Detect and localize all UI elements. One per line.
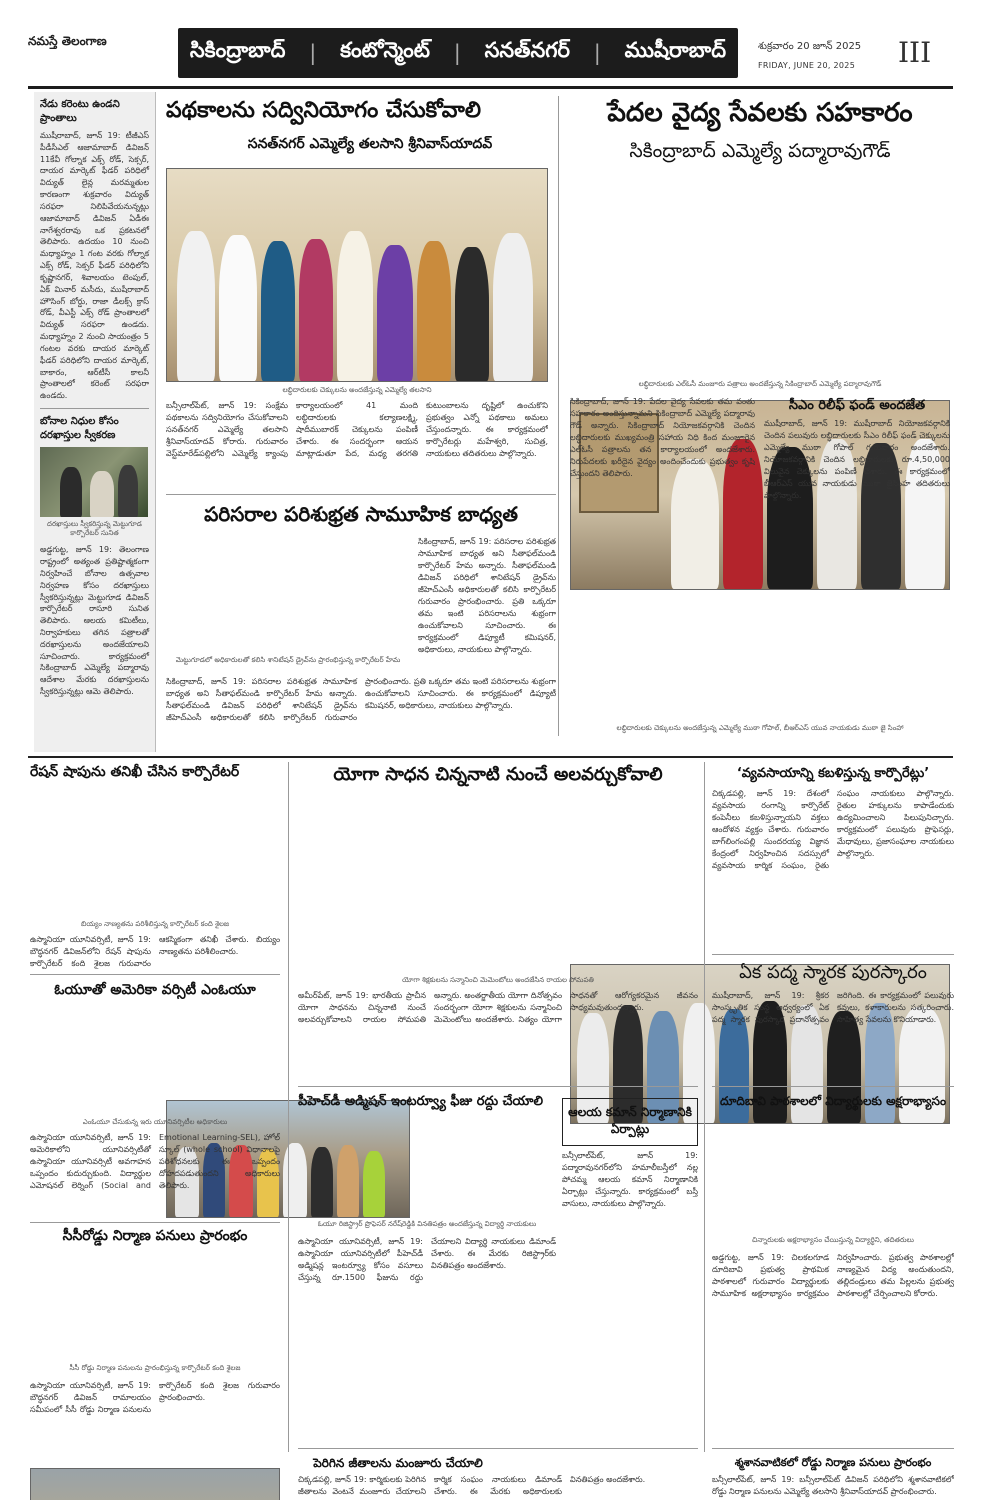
- date-english: FRIDAY, JUNE 20, 2025: [758, 61, 856, 70]
- story2-text: సికింద్రాబాద్, జూన్ 19: పేదల వైద్య సేవలకు తమ వంతు సహకారం అందిస్తున్నామని సికింద్రాబాద్ ఎమ్మెల్యే పద్మారావు గౌడ్ అన్నారు. సికింద్రాబాద్ నియోజకవర్గానికి చెందిన లబ్ధిదారులకు ముఖ్యమంత్రి సహాయ నిధి కింద మంజూరైన ఎల్‌ఓసీ పత్రాలను తన కార్యాలయంలో అందజేశారు. నిరుపేదలకు ఖరీదైన వైద్యం అందించేందుకు ప్రభుత్వం కృషి చేస్తుందని తెలిపారు.: [570, 397, 755, 478]
- section-band: [178, 28, 738, 78]
- story7-headline: సీసీరోడ్డు నిర్మాణ పనులు ప్రారంభం: [62, 1228, 248, 1244]
- story13-headline: దూదిబావి పాఠశాలలో విద్యార్థులకు అక్షరాభ్యాసం: [719, 1094, 947, 1108]
- story1-headline: పథకాలను సద్వినియోగం చేసుకోవాలి: [166, 98, 481, 123]
- section-cantonment: కంటోన్మెంట్: [340, 38, 431, 62]
- section-separator: [28, 756, 953, 758]
- section-rule: [30, 974, 280, 975]
- section-rule: [712, 1086, 954, 1087]
- story9-headline: పీహెచ్‌డీ అడ్మిషన్ ఇంటర్వ్యూ ఫీజు రద్దు చేయాలి: [298, 1094, 543, 1109]
- story9-text: ఉస్మానియా యూనివర్సిటీ, జూన్ 19: ఉస్మానియా యూనివర్సిటీలో పీహెచ్‌డీ అడ్మిషన్ల ఇంటర్వ్యూ కోసం వసూలు చేస్తున్న రూ.1500 ఫీజును రద్దు చేయాలని విద్యార్థి నాయకులు డిమాండ్ చేశారు. ఈ మేరకు రిజిస్ట్రార్‌కు వినతిపత్రం అందజేశారు.: [298, 1237, 556, 1282]
- story10-headline-box: [562, 1098, 698, 1146]
- story10-text: బన్సీలాల్‌పేట్, జూన్ 19: పద్మారావునగర్‌లోని హమాలీబస్తీలో నల్ల పోచమ్మ ఆలయ కమాన్ నిర్మాణానికి ఏర్పాట్లు చేస్తున్నారు. కార్యక్రమంలో బస్తీ వాసులు, నాయకులు పాల్గొన్నారు.: [562, 1151, 698, 1208]
- story9-caption: ఓయూ రిజిస్ట్రార్ ప్రొఫెసర్ నరేష్‌రెడ్డికి వినతిపత్రం అందజేస్తున్న విద్యార్థి నాయకులు: [317, 1220, 537, 1228]
- column-rule: [288, 762, 289, 1452]
- story1-caption: లబ్ధిదారులకు చెక్కులను అందజేస్తున్న ఎమ్మెల్యే తలసాని: [282, 386, 432, 394]
- section-secunderabad: సికింద్రాబాద్: [189, 38, 286, 62]
- story1-text: బన్సీలాల్‌పేట్, జూన్ 19: సంక్షేమ పథకాలను సద్వినియోగం చేసుకోవాలని సనత్‌నగర్ ఎమ్మెల్యే తలసాని శ్రీనివాస్‌యాదవ్ కోరారు. గురువారం వెస్ట్‌మారేడ్‌పల్లిలోని ఎమ్మెల్యే క్యాంపు కార్యాలయంలో 41 మంది లబ్ధిదారులకు కల్యాణలక్ష్మి, షాదీముబారక్ చెక్కులను పంపిణీ చేశారు. ఈ సందర్భంగా ఆయన మాట్లాడుతూ పేద, మధ్య తరగతి కుటుంబాలను దృష్టిలో ఉంచుకొని ప్రభుత్వం ఎన్నో పథకాలు అమలు చేస్తుందన్నారు. ఈ కార్యక్రమంలో కార్పొరేటర్లు మహేశ్వరి, సుచిత్ర, నాయకులు తదితరులు పాల్గొన్నారు.: [166, 401, 548, 458]
- story5-caption: బియ్యం నాణ్యతను పరిశీలిస్తున్న కార్పొరేటర్ కంది శైలజ: [80, 920, 230, 928]
- section-divider: |: [593, 41, 601, 65]
- story14-text: చిక్కడపల్లి, జూన్ 19: కార్మికులకు పెరిగిన జీతాలను వెంటనే మంజూరు చేయాలని కార్మిక సంఘం నాయకులు డిమాండ్ చేశారు. ఈ మేరకు అధికారులకు వినతిపత్రం అందజేశారు.: [298, 1475, 646, 1496]
- story7-text: ఉస్మానియా యూనివర్సిటీ, జూన్ 19: బౌద్ధనగర్ డివిజన్ రామాలయం సమీపంలో సీసీ రోడ్డు నిర్మాణ పనులను కార్పొరేటర్ కంది శైలజ గురువారం ప్రారంభించారు.: [30, 1381, 280, 1414]
- newspaper-brand: నమస్తే తెలంగాణ: [28, 34, 107, 48]
- story10-headline: ఆలయ కమాన్ నిర్మాణానికి ఏర్పాట్లు: [568, 1105, 692, 1137]
- story2-headline: పేదల వైద్య సేవలకు సహకారం: [607, 98, 913, 128]
- sidebar-briefs: [34, 92, 156, 752]
- column-rule: [558, 96, 559, 736]
- story5-photo: [30, 1468, 280, 1500]
- page-number: III: [898, 36, 932, 69]
- story5-text: ఉస్మానియా యూనివర్సిటీ, జూన్ 19: బౌద్ధనగర్ డివిజన్‌లోని రేషన్ షాపును కార్పొరేటర్ కంది శైలజ గురువారం ఆకస్మికంగా తనిఖీ చేశారు. బియ్యం నాణ్యతను పరిశీలించారు.: [30, 935, 280, 968]
- bonalu-headline: బోనాల నిధుల కోసం దరఖాస్తుల స్వీకరణ: [40, 408, 149, 443]
- story6-text: ఉస్మానియా యూనివర్సిటీ, జూన్ 19: అమెరికాలోని యూనివర్సిటీతో ఉస్మానియా యూనివర్సిటీ అవగాహన ఒప్పందం కుదుర్చుకుంది. విద్యార్థుల ఎమోషనల్ లెర్నింగ్ (Social and Emotional Learning-SEL), హోల్ స్కూల్ (whole school) విధానాలపై పరిశోధనలకు ఈ ఒప్పందం దోహదపడుతుందని అధికారులు తెలిపారు.: [30, 1133, 280, 1190]
- masthead-rule: [28, 86, 953, 89]
- section-rule: [30, 1222, 280, 1223]
- story15-headline: శ్మశానవాటికలో రోడ్డు నిర్మాణ పనులు ప్రారంభం: [734, 1456, 932, 1469]
- story4-text: సికింద్రాబాద్, జూన్ 19: పరిసరాల పరిశుభ్రత సామూహిక బాధ్యత అని సీతాఫల్‌మండి కార్పొరేటర్ హేమ అన్నారు. సీతాఫల్‌మండి డివిజన్ పరిధిలో శానిటేషన్ డ్రైవ్‌ను జీహెచ్‌ఎంసీ అధికారులతో కలిసి కార్పొరేటర్ గురువారం ప్రారంభించారు. ప్రతి ఒక్కరూ తమ ఇంటి పరిసరాలను శుభ్రంగా ఉంచుకోవాలని సూచించారు. ఈ కార్యక్రమంలో డిప్యూటీ కమిషనర్, అధికారులు, నాయకులు పాల్గొన్నారు.: [166, 677, 556, 722]
- story4-text-side: సికింద్రాబాద్, జూన్ 19: పరిసరాల పరిశుభ్రత సామూహిక బాధ్యత అని సీతాఫల్‌మండి కార్పొరేటర్ హేమ అన్నారు. సీతాఫల్‌మండి డివిజన్ పరిధిలో శానిటేషన్ డ్రైవ్‌ను జీహెచ్‌ఎంసీ అధికారులతో కలిసి కార్పొరేటర్ గురువారం ప్రారంభించారు. ప్రతి ఒక్కరూ తమ ఇంటి పరిసరాలను శుభ్రంగా ఉంచుకోవాలని సూచించారు. ఈ కార్యక్రమంలో డిప్యూటీ కమిషనర్, అధికారులు, నాయకులు పాల్గొన్నారు.: [418, 537, 556, 654]
- bonalu-photo: [40, 447, 148, 517]
- power-outage-headline: నేడు కరెంటు ఉండని ప్రాంతాలు: [40, 99, 120, 124]
- section-rule: [298, 1448, 698, 1449]
- section-rule: [712, 1448, 954, 1449]
- column-rule: [704, 762, 705, 1452]
- story1-photo: [166, 168, 548, 382]
- power-outage-text: ముషీరాబాద్, జూన్ 19: టీజీఎస్ పీడీసీఎల్ ఆజామాబాద్ డివిజన్ 11కేవీ గోల్నాక ఎక్స్ రోడ్, సెక్సర్, దాయర మార్కెట్ ఫీడర్ పరిధిలో విద్యుత్ లైన్ల మరమ్మతుల కారణంగా శుక్రవారం విద్యుత్ సరఫరా నిలిపివేయనున్నట్లు ఆజామాబాద్ డివిజన్ ఏడీఈ నాగేశ్వరరావు ఒక ప్రకటనలో తెలిపారు. ఉదయం 10 నుంచి మధ్యాహ్నం 1 గంట వరకు గోల్నాక ఎక్స్ రోడ్, సెక్సర్ ఫీడర్ పరిధిలోని కృష్ణానగర్, శివాలయం టెంపుల్, ఏక్ మినార్ మసీదు, ముషీరాబాద్ హౌసింగ్ బోర్డు, రాజా డీలక్స్ క్రాస్ రోడ్, వీఎస్టీ ఎక్స్ రోడ్ ప్రాంతాలలో విద్యుత్ సరఫరా ఉండదు. మధ్యాహ్నం 2 నుంచి సాయంత్రం 5 గంటల వరకు దాయర మార్కెట్ ఫీడర్ పరిధిలోని దాయర మార్కెట్, బాకారం, ఆర్‌టీసీ కాలనీ ప్రాంతాలలో కరెంట్ సరఫరా ఉండదు.: [40, 131, 149, 401]
- story8-text: అమీర్‌పేట్, జూన్ 19: భారతీయ ప్రాచీన యోగా సాధనను చిన్ననాటి నుంచే అలవర్చుకోవాలని రాయల సోమపతి అన్నారు. అంతర్జాతీయ యోగా దినోత్సవం సందర్భంగా యోగా శిక్షకులను సన్మానించి మెమెంటోలు అందజేశారు. నిత్యం యోగా సాధనతో ఆరోగ్యకరమైన జీవనం సాధ్యమవుతుందన్నారు.: [298, 991, 698, 1024]
- section-rule: [712, 954, 954, 955]
- story12-text: ముషీరాబాద్, జూన్ 19: శ్రీకర సాంస్కృతిక సంస్థ ఆధ్వర్యంలో ఏక పద్మ స్మారక పురస్కార ప్రదానోత్సవం జరిగింది. ఈ కార్యక్రమంలో పలువురు కవులు, కళాకారులను సత్కరించారు. సాహిత్య సేవలను కొనియాడారు.: [712, 991, 954, 1024]
- story3-text: ముషీరాబాద్, జూన్ 19: ముషీరాబాద్ నియోజకవర్గానికి చెందిన పలువురు లబ్ధిదారులకు సీఎం రిలీఫ్ ఫండ్ చెక్కులను ఎమ్మెల్యే ముఠా గోపాల్ గురువారం అందజేశారు. నియోజకవర్గానికి చెందిన లబ్ధిదారులకు రూ.4,50,000 విలువైన చెక్కులను పంపిణీ చేశారు. ఈ కార్యక్రమంలో బీఆర్‌ఎస్ యువ నాయకుడు ముఠా జైసింహ తదితరులు పాల్గొన్నారు.: [764, 419, 950, 500]
- story13-caption: చిన్నారులకు అక్షరాభ్యాసం చేయిస్తున్న విద్యార్థిని, తదితరులు: [752, 1236, 914, 1244]
- story12-headline: ఏక పద్మ స్మారక పురస్కారం: [739, 962, 927, 983]
- story11-headline: ‘వ్యవసాయాన్ని కబళిస్తున్న కార్పొరేట్లు’: [736, 766, 930, 781]
- section-musheerabad: ముషీరాబాద్: [624, 38, 727, 62]
- story8-caption: యోగా శిక్షకులను సన్మానించి మెమెంటోలు అందజేసిన రాయల సోమపతి: [402, 976, 594, 984]
- bonalu-text: అడ్డగుట్ట, జూన్ 19: తెలంగాణ రాష్ట్రంలో అత్యంత ప్రతిష్టాత్మకంగా నిర్వహించే బోనాల ఉత్సవాల నిర్వహణ కోసం దరఖాస్తులు స్వీకరిస్తున్నట్లు మెట్టుగూడ డివిజన్ కార్పొరేటర్ రాసూరి సునిత తెలిపారు. ఆలయ కమిటీలు, నిర్వాహకులు తగిన పత్రాలతో దరఖాస్తులను అందజేయాలని సూచించారు. కార్యక్రమంలో సికింద్రాబాద్ ఎమ్మెల్యే పద్మారావు ఆదేశాల మేరకు దరఖాస్తులను స్వీకరిస్తున్నట్లు ఆమె తెలిపారు.: [40, 545, 149, 697]
- story14-headline: పెరిగిన జీతాలను మంజూరు చేయాలి: [313, 1456, 483, 1470]
- story7-caption: సీసీ రోడ్డు నిర్మాణ పనులను ప్రారంభిస్తున్న కార్పొరేటర్ కంది శైలజ: [69, 1364, 241, 1372]
- story1-subhead: సనత్‌నగర్ ఎమ్మెల్యే తలసాని శ్రీనివాస్‌యాదవ్: [247, 136, 493, 152]
- story6-caption: ఎంఓయూ చేసుకున్న ఇరు యూనివర్సిటీల అధికారులు: [82, 1118, 228, 1126]
- story5-headline: రేషన్ షాపును తనిఖీ చేసిన కార్పొరేటర్: [30, 764, 240, 780]
- section-sanathnagar: సనత్‌నగర్: [484, 38, 570, 62]
- story6-headline: ఓయూతో అమెరికా వర్సిటీ ఎంఓయూ: [54, 982, 256, 998]
- section-divider: |: [309, 41, 317, 65]
- section-divider: |: [453, 41, 461, 65]
- story4-caption: మెట్టుగూడలో అధికారులతో కలిసి శానిటేషన్ డ్రైవ్‌ను ప్రారంభిస్తున్న కార్పొరేటర్ హేమ: [175, 656, 401, 664]
- story3-headline: సీఎం రిలీఫ్ ఫండ్ అందజేత: [788, 398, 926, 413]
- date-telugu: శుక్రవారం 20 జూన్ 2025: [758, 41, 862, 52]
- story11-text: చిక్కడపల్లి, జూన్ 19: దేశంలో వ్యవసాయ రంగాన్ని కార్పొరేట్ కంపెనీలు కబళిస్తున్నాయని వక్తలు ఆందోళన వ్యక్తం చేశారు. గురువారం బాగ్‌లింగంపల్లి సుందరయ్య విజ్ఞాన కేంద్రంలో నిర్వహించిన సదస్సులో వ్యవసాయ కార్మిక సంఘం, రైతు సంఘం నాయకులు పాల్గొన్నారు. రైతుల హక్కులను కాపాడేందుకు ఉద్యమించాలని పిలుపునిచ్చారు. కార్యక్రమంలో పలువురు ప్రొఫెసర్లు, మేధావులు, ప్రజాసంఘాల నాయకులు పాల్గొన్నారు.: [712, 789, 954, 870]
- story4-headline: పరిసరాల పరిశుభ్రత సామూహిక బాధ్యత: [204, 502, 518, 526]
- section-rule: [298, 1086, 698, 1087]
- story3b-caption: లబ్ధిదారులకు చెక్కులను అందజేస్తున్న ఎమ్మెల్యే ముఠా గోపాల్, బీఆర్‌ఎస్ యువ నాయకుడు ముఠా జై సింహా: [616, 724, 904, 732]
- story15-text: బన్సీలాల్‌పేట్, జూన్ 19: బన్సీలాల్‌పేట్ డివిజన్ పరిధిలోని శ్మశానవాటికలో రోడ్డు నిర్మాణ పనులను ఎమ్మెల్యే తలసాని శ్రీనివాస్‌యాదవ్ ప్రారంభించారు.: [712, 1475, 954, 1496]
- bonalu-caption: దరఖాస్తులు స్వీకరిస్తున్న మెట్టుగూడ కార్పొరేటర్ సునిత: [47, 520, 142, 538]
- story2-caption: లబ్ధిదారులకు ఎల్‌ఓసీ మంజూరు పత్రాలు అందజేస్తున్న సికింద్రాబాద్ ఎమ్మెల్యే పద్మారావుగౌడ్: [638, 380, 882, 388]
- story8-headline: యోగా సాధన చిన్ననాటి నుంచే అలవర్చుకోవాలి: [333, 764, 663, 785]
- story13-text: అడ్డగుట్ట, జూన్ 19: చిలకలగూడ దూదిబావి ప్రభుత్వ ప్రాథమిక పాఠశాలలో గురువారం విద్యార్థులకు సామూహిక అక్షరాభ్యాసం కార్యక్రమం నిర్వహించారు. ప్రభుత్వ పాఠశాలల్లో నాణ్యమైన విద్య అందుతుందని, తల్లిదండ్రులు తమ పిల్లలను ప్రభుత్వ పాఠశాలల్లో చేర్పించాలని కోరారు.: [712, 1253, 954, 1298]
- section-rule: [166, 494, 556, 495]
- story2-subhead: సికింద్రాబాద్ ఎమ్మెల్యే పద్మారావుగౌడ్: [629, 140, 891, 162]
